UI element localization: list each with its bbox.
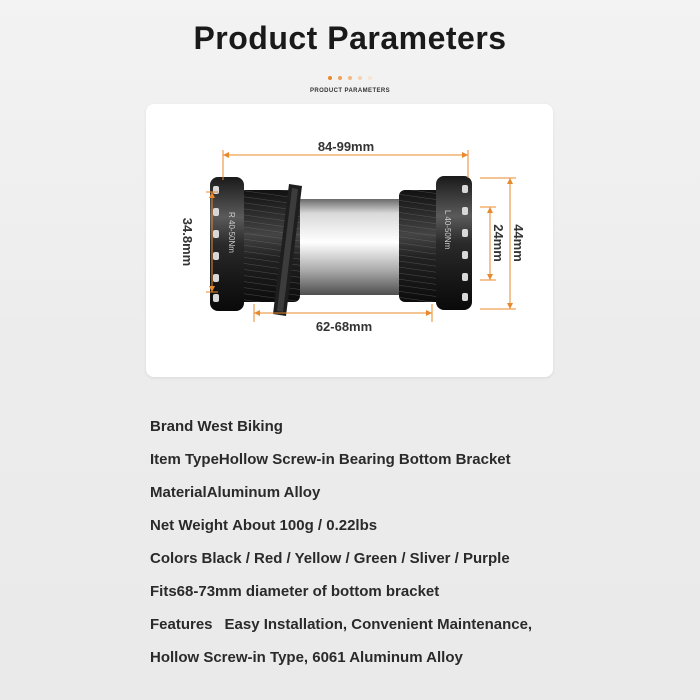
engraving-right: L 40-50Nm: [443, 210, 452, 250]
spec-value: West Biking: [197, 418, 283, 435]
spec-row-item-type: [150, 443, 670, 476]
left-flange: [210, 177, 244, 311]
dot-5: [368, 76, 372, 80]
spec-value: 68-73mm diameter of bottom bracket: [176, 583, 440, 600]
dim-overall-width: 84-99mm: [317, 139, 375, 154]
spec-row-material: [150, 476, 670, 509]
right-flange: [436, 176, 472, 310]
page-title: Product Parameters: [193, 20, 507, 56]
spec-label: Material: [150, 484, 207, 501]
spec-label: Net Weight: [150, 517, 229, 534]
spec-label: Colors: [150, 550, 198, 567]
dot-3: [348, 76, 352, 80]
spec-row-features: [150, 608, 670, 641]
spec-label: Features: [150, 616, 213, 633]
spec-label: Brand: [150, 418, 194, 435]
spec-row-colors: [150, 542, 670, 575]
spec-value: Black / Red / Yellow / Green / Sliver / Purple: [201, 550, 510, 567]
spec-label: Item Type: [150, 451, 219, 468]
dot-4: [358, 76, 362, 80]
spec-row-net-weight: [150, 509, 670, 542]
dot-2: [338, 76, 342, 80]
spec-list: [150, 410, 670, 674]
spec-row-fits: [150, 575, 670, 608]
product-diagram-card: [146, 104, 553, 377]
spec-value: Hollow Screw-in Bearing Bottom Bracket: [218, 451, 511, 468]
dot-1: [328, 76, 332, 80]
spec-value: Easy Installation, Convenient Maintenance,: [224, 616, 533, 633]
spec-label: Fits: [150, 583, 177, 600]
dim-outer-diameter: 44mm: [511, 224, 526, 262]
dim-inner-diameter: 24mm: [491, 224, 506, 262]
spec-row-brand: [150, 410, 670, 443]
dim-cup-height: 34.8mm: [180, 217, 195, 267]
decorative-dots: [0, 76, 700, 80]
spec-row-features-cont: [150, 641, 670, 674]
dim-shell-width: 62-68mm: [315, 319, 373, 334]
spec-value: Hollow Screw-in Type, 6061 Aluminum Alloy: [150, 649, 463, 666]
spec-value: Aluminum Alloy: [206, 484, 321, 501]
bottom-bracket-diagram: [146, 104, 553, 377]
page-subtitle: PRODUCT PARAMETERS: [309, 88, 391, 94]
engraving-left: R 40-50Nm: [227, 212, 236, 253]
spindle-tube: [296, 199, 404, 295]
spec-value: About 100g / 0.22lbs: [232, 517, 378, 534]
